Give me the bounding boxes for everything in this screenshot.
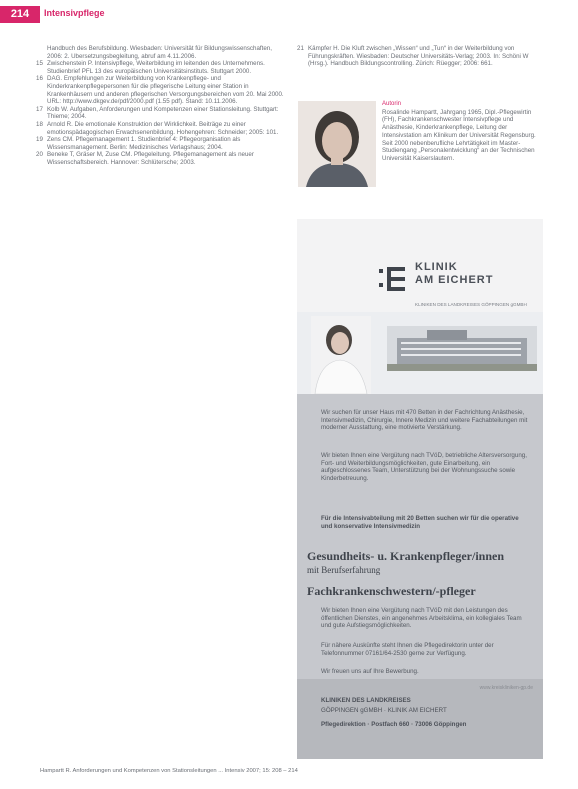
- author-photo: [298, 101, 376, 187]
- left-references: [36, 45, 288, 167]
- ad-footer-line: Pflegedirektion · Postfach 660 · 73006 Göppingen: [321, 721, 467, 728]
- ad-apply-text-2: Für nähere Auskünfte steht Ihnen die Pflegedirektorin unter der Telefonnummer 07161/64-2530 gerne zur Verfügung.: [321, 642, 494, 657]
- bio-text: Rosalinde Hampartt, Jahrgang 1965, Dipl.-Pflegewirtin (FH), Fachkrankenschwester Intensivpflege und Anästhesie, Kinderkrankenpflege, Leitung der Intensivstation am Klinikum der Universität Regensburg. Seit 2000 nebenberufliche Lehrtätigkeit im Master-Studiengang „Personalentwicklung“ an der Technischen Universität Kaiserslautern.: [382, 108, 536, 162]
- ad-apply-text-1: Wir bieten Ihnen eine Vergütung nach TVöD mit den Leistungen des öffentlichen Dienstes, ein angenehmes Arbeitsklima, ein kollegiales Team und gute Aufstiegsmöglichkeiten.: [321, 607, 522, 629]
- reference-item: 16 DAG. Empfehlungen zur Weiterbildung von Krankenpflege- und Kinderkrankenpflegepersonen für die pflegerische Leitung einer Station in Krankenhäusern und anderen pflegerischen Versorgungsbereichen vom 20. Mai 2000. URL: http://www.dkgev.de/pdf/2000.pdf (1.55 pdf). Stand: 10.11.2006.: [36, 75, 284, 106]
- clinic-name: KLINIK AM EICHERT: [415, 261, 494, 286]
- clinic-logo-icon: [379, 263, 405, 295]
- ad-website: www.kreiskliniken-gp.de: [479, 685, 533, 691]
- reference-item: 18 Arnold R. Die emotionale Konstruktion der Wirklichkeit. Beiträge zu einer emotionspädagogischen Erwachsenenbildung. Hohengehren: Schneider; 2005: 101.: [36, 120, 279, 136]
- clinic-subline: KLINIKEN DES LANDKREISES GÖPPINGEN gGMBH: [415, 302, 527, 307]
- job-advertisement: [297, 219, 543, 759]
- page-footer: Hampartt R. Anforderungen und Kompetenzen von Stationsleitungen ... Intensiv 2007; 15: 208 – 214: [40, 768, 298, 774]
- position-title-2: Fachkrankenschwestern/-pfleger: [307, 584, 476, 598]
- page-header: [0, 0, 578, 28]
- ad-footer-line: GÖPPINGEN gGMBH · KLINIK AM EICHERT: [321, 707, 447, 714]
- reference-item: Handbuch des Berufsbildung. Wiesbaden: Universität für Bildungswissenschaften, 2006: 2. Ubersetzungsbegleitung, abruf am 4.11.2006.: [47, 45, 272, 60]
- ad-footer: [297, 679, 543, 759]
- bio-label: Autorin: [382, 101, 402, 107]
- position-title-1: Gesundheits- u. Krankenpfleger/innen: [307, 549, 505, 563]
- reference-item: 17 Kolb W. Aufgaben, Anforderungen und Kompetenzen einer Stationsleitung. Stuttgart: Thieme; 2004.: [36, 105, 279, 121]
- ad-intro-text: Wir suchen für unser Haus mit 470 Betten in der Fachrichtung Anästhesie, Intensivmedizin, Chirurgie, Innere Medizin und weitere Fachabteilungen mit moderner Ausstattung, eine motivierte Verstärkung.: [321, 409, 528, 431]
- ad-offer-text: Wir bieten Ihnen eine Vergütung nach TVöD, betriebliche Altersversorgung, Fort- und Weiterbildungsmöglichkeiten, gute Einarbeitung, ein aufgeschlossenes Team, Unterstützung bei der Wohnungssuche sowie Kinderbetreuung.: [321, 452, 527, 482]
- reference-item: 19 Zens CM. Pflegemanagement 1. Studienbrief 4: Pflegeorganisation als Wissensmanagement. Berlin: Medizinisches Verlagshaus; 2004.: [36, 136, 241, 151]
- right-references: [297, 45, 544, 68]
- reference-item: 15 Zwischenstein P. Intensivpflege, Weiterbildung im leitenden des Unternehmens. Studienbrief PFL 13 des europäischen Universitätsinstituts. Stuttgart 2000.: [36, 60, 265, 75]
- reference-item: 20 Beneke T, Gräser M, Zuse CM. Pflegeleitung. Pflegemanagement als neuer Wissenschaftsbereich. Hannover: Schlütersche; 2003.: [36, 151, 254, 166]
- nurse-image: [311, 316, 371, 394]
- ad-header: [297, 219, 543, 312]
- hospital-building-image: [387, 326, 537, 371]
- author-bio: [382, 101, 544, 163]
- ad-body: [297, 394, 543, 679]
- ad-apply-text-3: Wir freuen uns auf Ihre Bewerbung.: [321, 668, 419, 675]
- reference-item: 21 Kämpfer H. Die Kluft zwischen „Wissen“ und „Tun“ in der Weiterbildung von Führungskräften. Wiesbaden: Deutscher Universitäts-Verlag; 2003. In: Schöni W (Hrsg.). Handbuch Bildungscontrolling. Zürich: Rüegger; 2006: 661.: [297, 45, 529, 68]
- ad-requirement-text: Für die Intensivabteilung mit 20 Betten suchen wir für die operative und konservative Intensivmedizin: [321, 515, 519, 530]
- ad-footer-line: KLINIKEN DES LANDKREISES: [321, 697, 411, 704]
- page-number: 214: [0, 6, 40, 23]
- position-title-1-sub: mit Berufserfahrung: [307, 565, 381, 575]
- section-title: Intensivpflege: [44, 8, 105, 18]
